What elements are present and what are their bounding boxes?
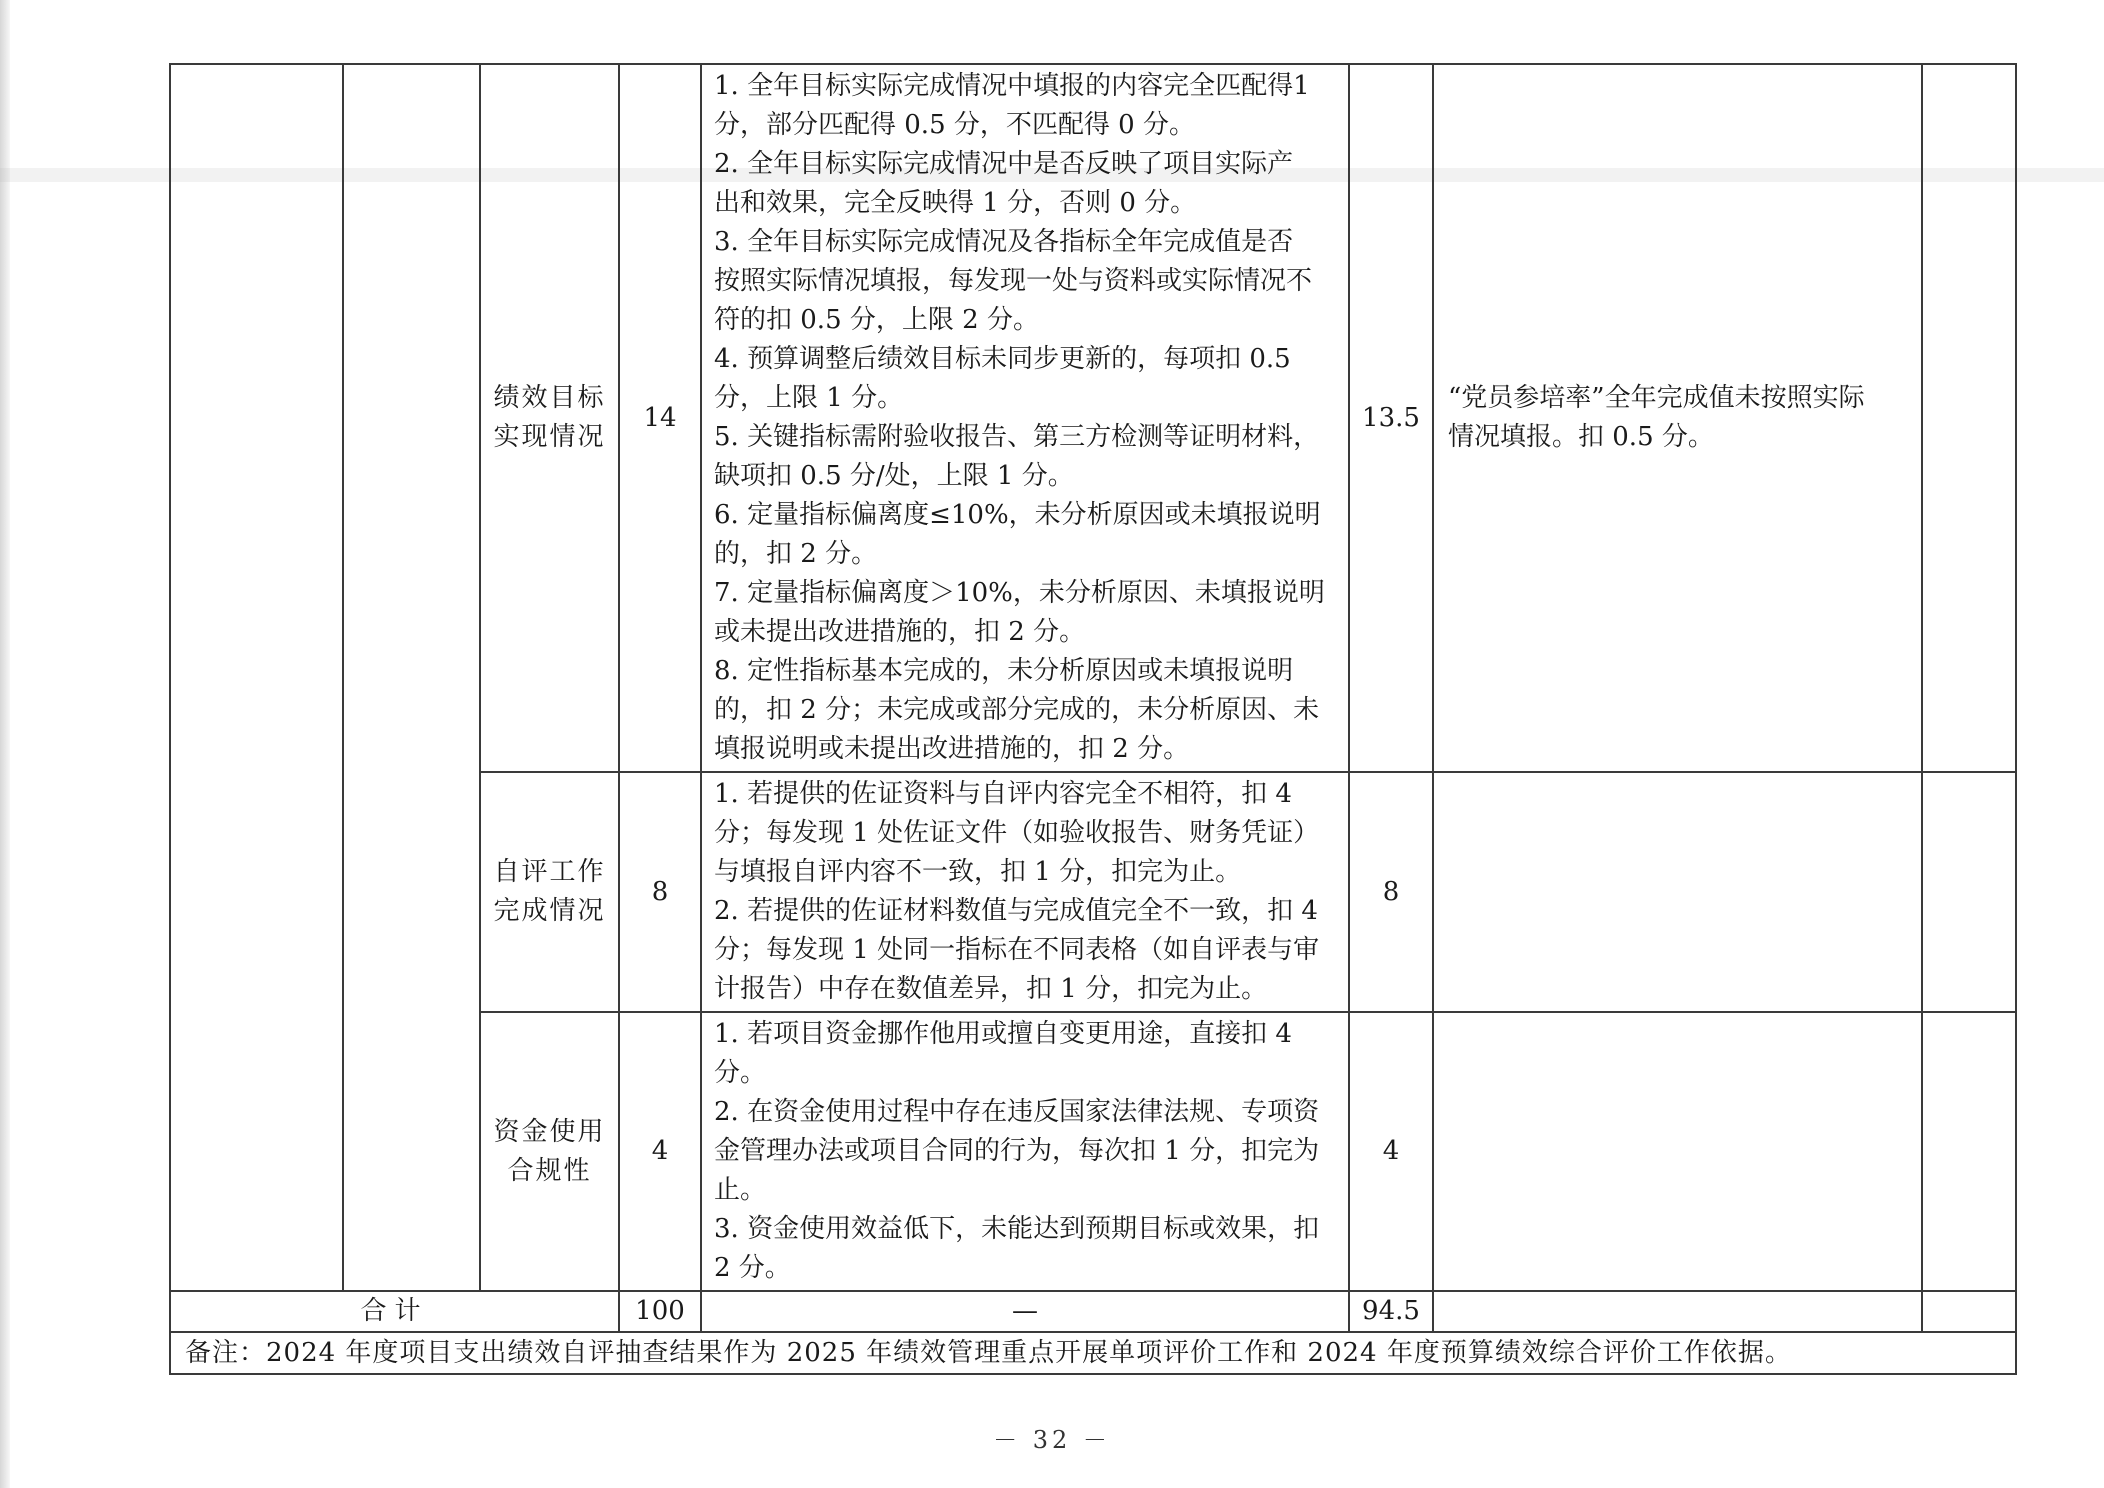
indicator-name-line: 实现情况 xyxy=(493,422,606,452)
criteria-line: 填报说明或未提出改进措施的，扣 2 分。 xyxy=(714,734,1190,764)
evaluation-table xyxy=(169,63,2017,1375)
indicator-name-cell xyxy=(480,64,619,772)
indicator-name-line: 绩效目标 xyxy=(493,383,606,413)
scan-page-edge xyxy=(0,0,10,1488)
score-cell: 4 xyxy=(1349,1012,1433,1291)
max-score-cell: 4 xyxy=(619,1012,701,1291)
total-remark-cell xyxy=(1433,1291,1922,1332)
criteria-line: 的，扣 2 分；未完成或部分完成的，未分析原因、未 xyxy=(714,695,1320,725)
criteria-line: 8. 定性指标基本完成的，未分析原因或未填报说明 xyxy=(714,656,1294,686)
criteria-line: 分；每发现 1 处佐证文件（如验收报告、财务凭证） xyxy=(714,818,1320,848)
criteria-line: 2. 若提供的佐证材料数值与完成值完全不一致，扣 4 xyxy=(714,896,1318,926)
note-row xyxy=(170,1332,2016,1374)
criteria-line: 3. 资金使用效益低下，未能达到预期目标或效果，扣 xyxy=(714,1214,1320,1244)
criteria-cell xyxy=(701,772,1349,1012)
criteria-line: 符的扣 0.5 分，上限 2 分。 xyxy=(714,305,1039,335)
criteria-line: 1. 若项目资金挪作他用或擅自变更用途，直接扣 4 xyxy=(714,1019,1292,1049)
indicator-name-line: 自评工作 xyxy=(493,857,606,887)
criteria-line: 2. 全年目标实际完成情况中是否反映了项目实际产 xyxy=(714,149,1294,179)
criteria-line: 缺项扣 0.5 分/处，上限 1 分。 xyxy=(714,461,1074,491)
criteria-cell xyxy=(701,1012,1349,1291)
criteria-line: 1. 若提供的佐证资料与自评内容完全不相符，扣 4 xyxy=(714,779,1292,809)
indicator-name-line: 完成情况 xyxy=(493,896,606,926)
total-max-score: 100 xyxy=(619,1291,701,1332)
criteria-line: 止。 xyxy=(714,1175,767,1205)
criteria-line: 1. 全年目标实际完成情况中填报的内容完全匹配得1 xyxy=(714,71,1310,101)
score-cell: 8 xyxy=(1349,772,1433,1012)
criteria-line: 2 分。 xyxy=(714,1253,791,1283)
indicator-name-line: 资金使用 xyxy=(493,1116,606,1147)
criteria-line: 2. 在资金使用过程中存在违反国家法律法规、专项资 xyxy=(714,1097,1320,1127)
total-score: 94.5 xyxy=(1349,1291,1433,1332)
criteria-line: 分。 xyxy=(714,1058,767,1088)
criteria-line: 5. 关键指标需附验收报告、第三方检测等证明材料， xyxy=(714,422,1320,452)
criteria-cell xyxy=(701,64,1349,772)
deduction-remark-cell xyxy=(1433,772,1922,1012)
criteria-line: 7. 定量指标偏离度＞10%，未分析原因、未填报说明 xyxy=(714,578,1325,608)
total-extra-cell xyxy=(1922,1291,2016,1332)
criteria-line: 分，部分匹配得 0.5 分，不匹配得 0 分。 xyxy=(714,110,1195,140)
total-row xyxy=(170,1291,2016,1332)
table-note: 备注：2024 年度项目支出绩效自评抽查结果作为 2025 年绩效管理重点开展单项评价工作和 2024 年度预算绩效综合评价工作依据。 xyxy=(170,1332,2016,1374)
extra-cell xyxy=(1922,772,2016,1012)
page-number: － 32 － xyxy=(993,1426,1111,1454)
category-cell-level2 xyxy=(343,64,480,1291)
criteria-line: 计报告）中存在数值差异，扣 1 分，扣完为止。 xyxy=(714,974,1268,1004)
score-cell: 13.5 xyxy=(1349,64,1433,772)
extra-cell xyxy=(1922,1012,2016,1291)
criteria-line: 分；每发现 1 处同一指标在不同表格（如自评表与审 xyxy=(714,935,1320,965)
remark-line: 情况填报。扣 0.5 分。 xyxy=(1448,422,1714,452)
criteria-line: 6. 定量指标偏离度≤10%，未分析原因或未填报说明 xyxy=(714,500,1321,530)
indicator-name-cell xyxy=(480,772,619,1012)
criteria-line: 按照实际情况填报，每发现一处与资料或实际情况不 xyxy=(714,266,1313,296)
criteria-line: 与填报自评内容不一致，扣 1 分，扣完为止。 xyxy=(714,857,1242,887)
extra-cell xyxy=(1922,64,2016,772)
deduction-remark-cell xyxy=(1433,64,1922,772)
deduction-remark-cell xyxy=(1433,1012,1922,1291)
total-criteria-dash: — xyxy=(701,1291,1349,1332)
criteria-line: 金管理办法或项目合同的行为，每次扣 1 分，扣完为 xyxy=(714,1136,1320,1166)
criteria-line: 4. 预算调整后绩效目标未同步更新的，每项扣 0.5 xyxy=(714,344,1291,374)
criteria-line: 的，扣 2 分。 xyxy=(714,539,878,569)
max-score-cell: 8 xyxy=(619,772,701,1012)
indicator-name-line: 合规性 xyxy=(507,1155,592,1186)
criteria-line: 分，上限 1 分。 xyxy=(714,383,904,413)
total-label: 合计 xyxy=(170,1291,619,1332)
category-cell-level1 xyxy=(170,64,343,1291)
table-row xyxy=(170,64,2016,772)
remark-line: “党员参培率”全年完成值未按照实际 xyxy=(1448,383,1865,413)
criteria-line: 3. 全年目标实际完成情况及各指标全年完成值是否 xyxy=(714,227,1294,257)
max-score-cell: 14 xyxy=(619,64,701,772)
criteria-line: 或未提出改进措施的，扣 2 分。 xyxy=(714,617,1086,647)
indicator-name-cell xyxy=(480,1012,619,1291)
criteria-line: 出和效果，完全反映得 1 分，否则 0 分。 xyxy=(714,188,1197,218)
